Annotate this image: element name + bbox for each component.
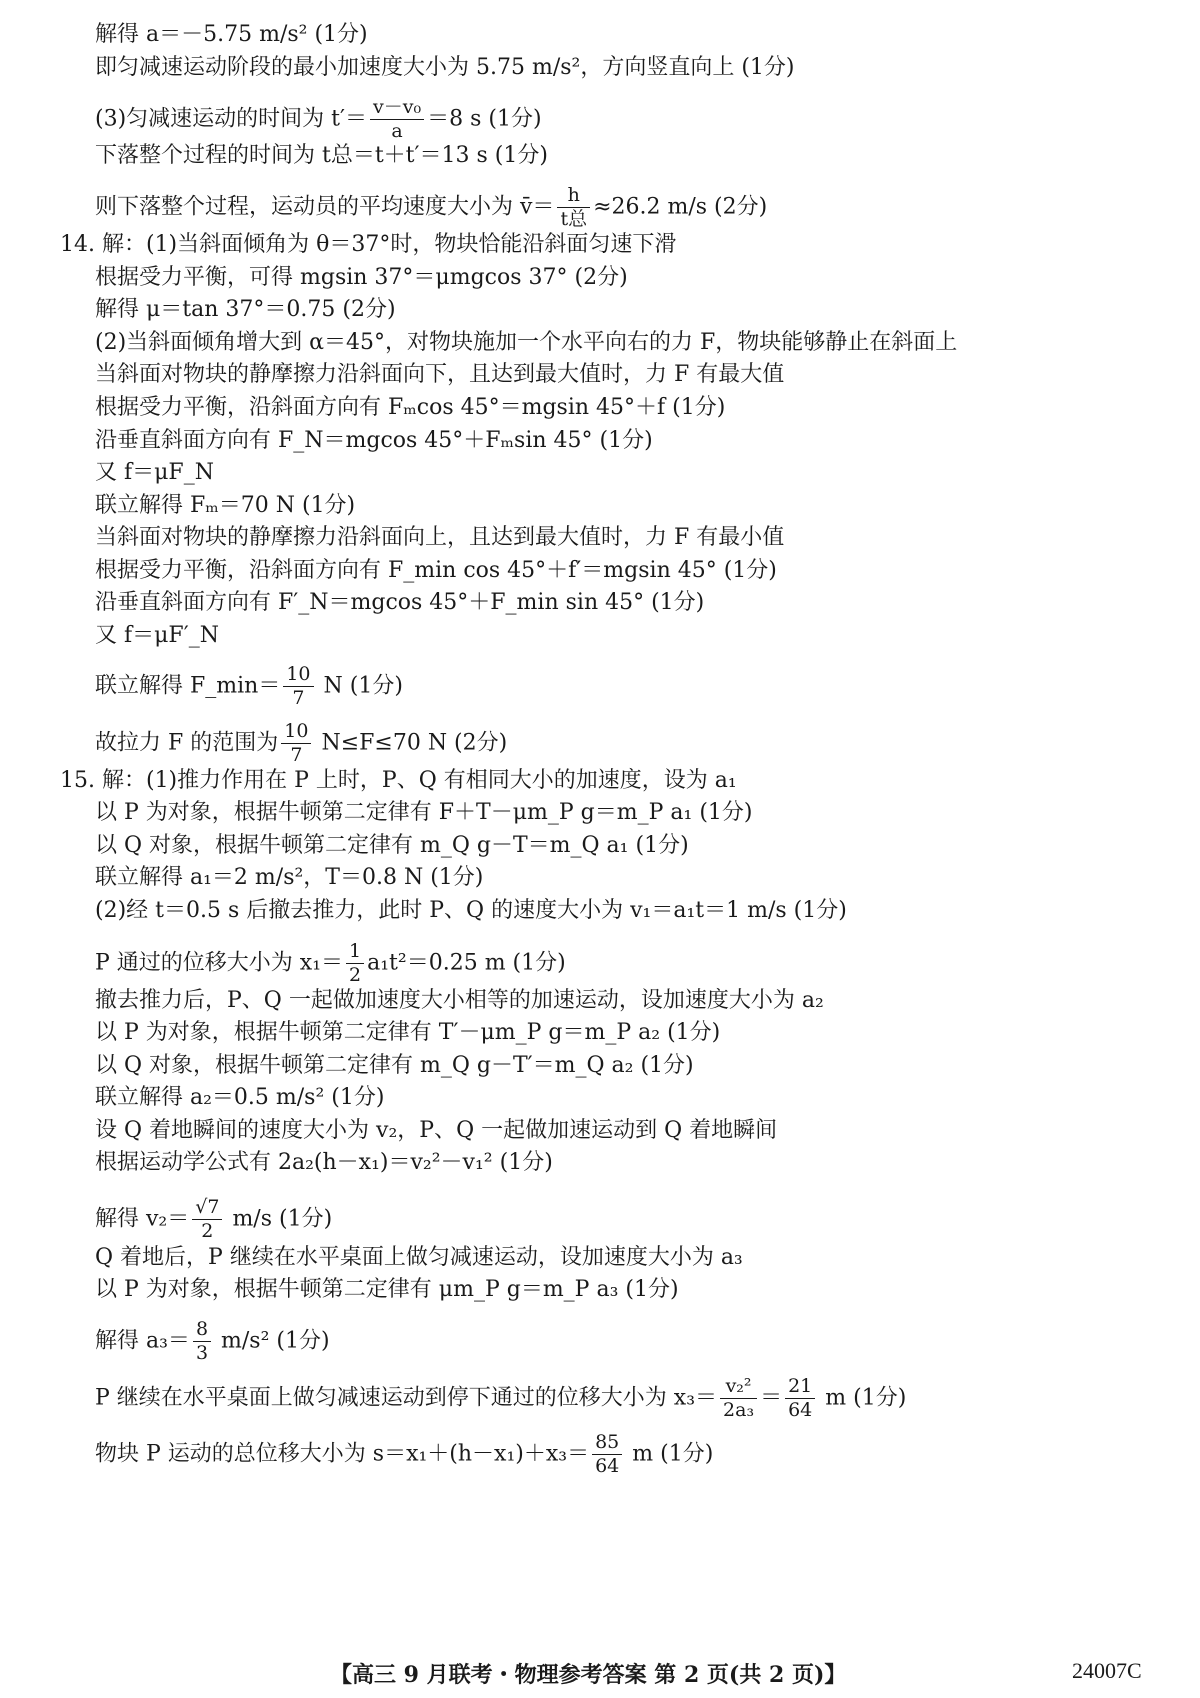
text-line: 解得 μ＝tan 37°＝0.75 (2分) [95,297,396,322]
numerator: √7 [192,1198,222,1220]
fraction [283,665,313,708]
text-line: 当斜面对物块的静摩擦力沿斜面向下，且达到最大值时，力 F 有最大值 [95,362,785,387]
numerator: 8 [193,1320,211,1342]
text-segment: m/s (1分) [225,1206,333,1232]
numerator: v－v₀ [370,98,424,120]
formula-line [95,942,566,985]
question-heading: 15. 解：(1)推力作用在 P 上时，P、Q 有相同大小的加速度，设为 a₁ [60,768,737,793]
text-segment: N≤F≤70 N (2分) [314,730,508,756]
text-line: 沿垂直斜面方向有 F′_N＝mgcos 45°＋F_min sin 45° (1分) [95,590,705,615]
formula-line [95,665,403,708]
text-line: 即匀减速运动阶段的最小加速度大小为 5.75 m/s²，方向竖直向上 (1分) [95,55,795,80]
text-line: 解得 a＝－5.75 m/s² (1分) [95,22,368,47]
denominator: 3 [195,1342,209,1364]
denominator: 64 [595,1455,620,1477]
text-segment: ＝8 s (1分) [427,106,542,132]
fraction [592,1433,622,1476]
text-line: 以 P 为对象，根据牛顿第二定律有 T′－μm_P g＝m_P a₂ (1分) [95,1020,721,1045]
text-line: 设 Q 着地瞬间的速度大小为 v₂，P、Q 一起做加速运动到 Q 着地瞬间 [95,1118,778,1143]
denominator: 2a₃ [723,1399,755,1421]
numerator: 10 [283,665,313,687]
text-line: (2)经 t＝0.5 s 后撤去推力，此时 P、Q 的速度大小为 v₁＝a₁t＝1 m/s (1分) [95,898,847,923]
formula-line [95,1198,332,1241]
text-line: 以 Q 对象，根据牛顿第二定律有 m_Q g－T＝m_Q a₁ (1分) [95,833,689,858]
text-segment: ≈26.2 m/s (2分) [593,194,768,220]
text-line: 根据受力平衡，沿斜面方向有 Fₘcos 45°＝mgsin 45°＋f (1分) [95,395,726,420]
text-segment: (3)匀减速运动的时间为 t′＝ [95,106,367,132]
text-line: 以 Q 对象，根据牛顿第二定律有 m_Q g－T′＝m_Q a₂ (1分) [95,1053,694,1078]
denominator: t总 [560,208,588,230]
text-line: (2)当斜面倾角增大到 α＝45°，对物块施加一个水平向右的力 F，物块能够静止在斜面上 [95,330,958,355]
numerator: 10 [281,722,311,744]
text-line: 以 P 为对象，根据牛顿第二定律有 F＋T－μm_P g＝m_P a₁ (1分) [95,800,753,825]
text-line: 下落整个过程的时间为 t总＝t＋t′＝13 s (1分) [95,143,548,168]
text-segment: P 继续在水平桌面上做匀减速运动到停下通过的位移大小为 x₃＝ [95,1385,718,1411]
formula-line [95,1377,906,1420]
text-line: 沿垂直斜面方向有 F_N＝mgcos 45°＋Fₘsin 45° (1分) [95,428,653,453]
text-line: 又 f＝μF′_N [95,623,219,648]
denominator: 7 [292,687,305,709]
text-segment: 联立解得 F_min＝ [95,673,281,699]
document-code: 24007C [1072,1658,1142,1683]
text-segment: N (1分) [316,673,403,699]
numerator: v₂² [720,1377,757,1399]
denominator: 2 [349,964,362,986]
text-line: 联立解得 a₂＝0.5 m/s² (1分) [95,1085,385,1110]
text-segment: m/s² (1分) [214,1328,330,1354]
fraction [346,942,364,985]
text-segment: P 通过的位移大小为 x₁＝ [95,950,344,976]
denominator: a [391,120,403,142]
denominator: 7 [290,744,303,766]
fraction [785,1377,815,1420]
formula-line [95,722,507,765]
fraction [720,1377,757,1420]
fraction [370,98,424,141]
text-segment: ＝ [760,1385,783,1411]
formula-line [95,1320,330,1363]
text-line: 撤去推力后，P、Q 一起做加速度大小相等的加速运动，设加速度大小为 a₂ [95,988,824,1013]
text-segment: 物块 P 运动的总位移大小为 s＝x₁＋(h－x₁)＋x₃＝ [95,1441,590,1467]
numerator: 21 [785,1377,815,1399]
text-segment: 则下落整个过程，运动员的平均速度大小为 v̄＝ [95,194,555,220]
text-line: 又 f＝μF_N [95,460,214,485]
question-heading: 14. 解：(1)当斜面倾角为 θ＝37°时，物块恰能沿斜面匀速下滑 [60,232,677,257]
text-line: 以 P 为对象，根据牛顿第二定律有 μm_P g＝m_P a₃ (1分) [95,1277,679,1302]
text-line: 根据受力平衡，可得 mgsin 37°＝μmgcos 37° (2分) [95,265,628,290]
text-line: 联立解得 Fₘ＝70 N (1分) [95,493,356,518]
fraction [192,1198,222,1241]
formula-line [95,98,542,141]
text-segment: m (1分) [818,1385,907,1411]
fraction [193,1320,211,1363]
denominator: 64 [788,1399,813,1421]
numerator: 85 [592,1433,622,1455]
formula-line [95,1433,713,1476]
text-segment: 解得 a₃＝ [95,1328,190,1354]
text-segment: a₁t²＝0.25 m (1分) [367,950,566,976]
numerator: 1 [346,942,364,964]
text-line: Q 着地后，P 继续在水平桌面上做匀减速运动，设加速度大小为 a₃ [95,1245,743,1270]
text-line: 根据运动学公式有 2a₂(h－x₁)＝v₂²－v₁² (1分) [95,1150,553,1175]
footer-title: 【高三 9 月联考・物理参考答案 第 2 页(共 2 页)】 [330,1662,847,1688]
text-line: 当斜面对物块的静摩擦力沿斜面向上，且达到最大值时，力 F 有最小值 [95,525,785,550]
numerator: h [557,186,590,208]
formula-line [95,186,767,229]
fraction [557,186,590,229]
text-segment: 解得 v₂＝ [95,1206,190,1232]
text-line: 联立解得 a₁＝2 m/s²，T＝0.8 N (1分) [95,865,484,890]
text-segment: 故拉力 F 的范围为 [95,730,279,756]
denominator: 2 [201,1220,214,1242]
text-line: 根据受力平衡，沿斜面方向有 F_min cos 45°＋f′＝mgsin 45° (1分) [95,558,777,583]
fraction [281,722,311,765]
text-segment: m (1分) [625,1441,714,1467]
